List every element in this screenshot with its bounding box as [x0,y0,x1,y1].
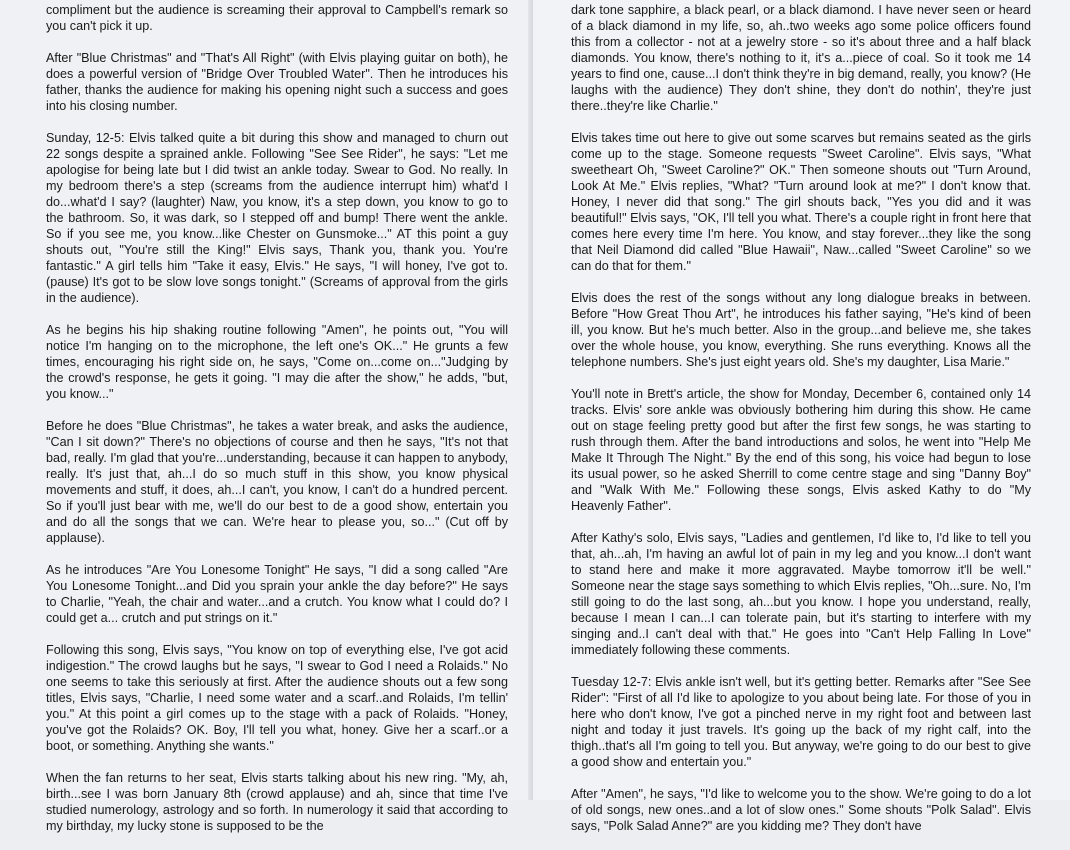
paragraph: Sunday, 12-5: Elvis talked quite a bit during this show and managed to churn out 22 songs despite a sprained ankle. Following "See See Rider", he says: "Let me apologise for being late but I did twist an ankle today. Swear to God. No really. In my bedroom there's a step (screams from the audience interrupt him) what'd I do...what'd I say? (laughter) Naw, you know, it's a step down, you know to go to the bathroom. So, it was dark, so I stepped off and bump! There went the ankle. So if you see me, you know...like Chester on Gunsmoke..." AT this point a guy shouts out, "You're still the King!" Elvis says, Thank you, thank you. You're fantastic." A girl tells him "Take it easy, Elvis." He says, "I will honey, I've got to. (pause) It's got to be slow love songs tonight." (Screams of approval from the girls in the audience). [46,131,508,305]
paragraph: You'll note in Brett's article, the show for Monday, December 6, contained only 14 tracks. Elvis' sore ankle was obviously bothering him during this show. He came out on stage feeling pretty good but after the first few songs, he was starting to rush through them. After the band introductions and solos, he went into "Help Me Make It Through The Night." By the end of this song, his voice had begun to lose its usual power, so he asked Sherrill to come centre stage and sing "Danny Boy" and "Walk With Me." Following these songs, Elvis asked Kathy to do "My Heavenly Father". [571,387,1031,513]
right-page-column [571,2,1031,850]
paragraph: After "Amen", he says, "I'd like to welcome you to the show. We're going to do a lot of old songs, new ones..and a lot of slow ones." Some shouts "Polk Salad". Elvis says, "Polk Salad Anne?" are you kidding me? They don't have [571,787,1031,833]
paragraph: After "Blue Christmas" and "That's All Right" (with Elvis playing guitar on both), he does a powerful version of "Bridge Over Troubled Water". Then he introduces his father, thanks the audience for making his opening night such a success and goes into his closing number. [46,51,508,113]
paragraph: compliment but the audience is screaming their approval to Campbell's remark so you can't pick it up. [46,3,508,33]
paragraph: As he introduces "Are You Lonesome Tonight" He says, "I did a song called "Are You Lonesome Tonight...and Did you sprain your ankle the day before?" He says to Charlie, "Yeah, the chair and water...and a crutch. You know what I could do? I could get a... crutch and put strings on it." [46,563,508,625]
paragraph: Elvis does the rest of the songs without any long dialogue breaks in between. Before "How Great Thou Art", he introduces his father saying, "He's kind of been ill, you know. But he's much better. Also in the group...and believe me, she takes over the whole house, you know, everything. She runs everything. Knows all the telephone numbers. She's just eight years old. She's my daughter, Lisa Marie." [571,291,1031,369]
paragraph: Tuesday 12-7: Elvis ankle isn't well, but it's getting better. Remarks after "See See Rider": "First of all I'd like to apologize to you about being late. For those of you in here who don't know, I've got a pinched nerve in my right foot and between last night and today it just travels. It's going up the back of my right calf, into the thigh..that's all I'm going to tell you. But anyway, we're going to do our best to give a good show and entertain you." [571,675,1031,769]
paragraph: dark tone sapphire, a black pearl, or a black diamond. I have never seen or heard of a black diamond in my life, so, ah..two weeks ago some police officers found this from a collector - not at a jewelry store - so it's about three and a half black diamonds. You know, there's nothing to it, it's a...piece of coal. So it took me 14 years to find one, cause...I don't think they're in big demand, really, you know? (He laughs with the audience) They don't shine, they don't do nothin', they're just there..they're like Charlie." [571,3,1031,113]
right-page [533,0,1070,833]
left-page [0,0,533,833]
paragraph: After Kathy's solo, Elvis says, "Ladies and gentlemen, I'd like to, I'd like to tell you that, ah...ah, I'm having an awful lot of pain in my leg and you know...I don't want to stand here and make it more aggravated. Maybe tomorrow it'll be well." Someone near the stage says something to which Elvis replies, "Oh...sure. No, I'm still going to do the last song, ah...but you know. I hope you understand, really, because I mean I can...I can tolerate pain, but it's starting to interfere with my singing and..I can't deal with that." He goes into "Can't Help Falling In Love" immediately following these comments. [571,531,1031,657]
paragraph: When the fan returns to her seat, Elvis starts talking about his new ring. "My, ah, birth...see I was born January 8th (crowd applause) and ah, since that time I've studied numerology, astrology and so forth. In numerology it said that according to my birthday, my lucky stone is supposed to be the [46,771,508,833]
paragraph: Following this song, Elvis says, "You know on top of everything else, I've got acid indigestion." The crowd laughs but he says, "I swear to God I need a Rolaids." No one seems to take this seriously at first. After the audience shouts out a few song titles, Elvis says, "Charlie, I need some water and a scarf..and Rolaids, I'm tellin' you." At this point a girl comes up to the stage with a pack of Rolaids. "Honey, you've got the Rolaids? OK. Boy, I'll tell you what, honey. Give her a scarf..or a boot, or something. Anything she wants." [46,643,508,753]
paragraph: Elvis takes time out here to give out some scarves but remains seated as the girls come up to the stage. Someone requests "Sweet Caroline". Elvis says, "What sweetheart Oh, "Sweet Caroline?" OK." Then someone shouts out "Turn Around, Look At Me." Elvis replies, "What? "Turn around look at me?" I don't know that. Honey, I never did that song." The girl shouts back, "Yes you did and it was beautiful!" Elvis says, "OK, I'll tell you what. There's a couple right in front here that comes here every time I'm here. You know, and stay forever...they like the song that Neil Diamond did called "Blue Hawaii", Naw...called "Sweet Caroline" so we can do that for them." [571,131,1031,273]
paragraph: Before he does "Blue Christmas", he takes a water break, and asks the audience, "Can I sit down?" There's no objections of course and then he says, "It's not that bad, really. I'm glad that you're...understanding, because it can happen to anybody, really. It's just that, ah...I do so much stuff in this show, you know physical movements and stuff, it does, ah...I can't, you know, I can't do a hundred percent. So if you'll just bear with me, we'll do our best to de a good show, entertain you and do all the songs that we can. We're hear to please you, so..." (Cut off by applause). [46,419,508,545]
left-page-column [46,2,508,850]
paragraph: As he begins his hip shaking routine following "Amen", he points out, "You will notice I'm hanging on to the microphone, the left one's OK..." He grunts a few times, encouraging his right side on, he says, "Come on...come on..."Judging by the crowd's response, he gets it going. "I may die after the show," he adds, "but, you know..." [46,323,508,401]
